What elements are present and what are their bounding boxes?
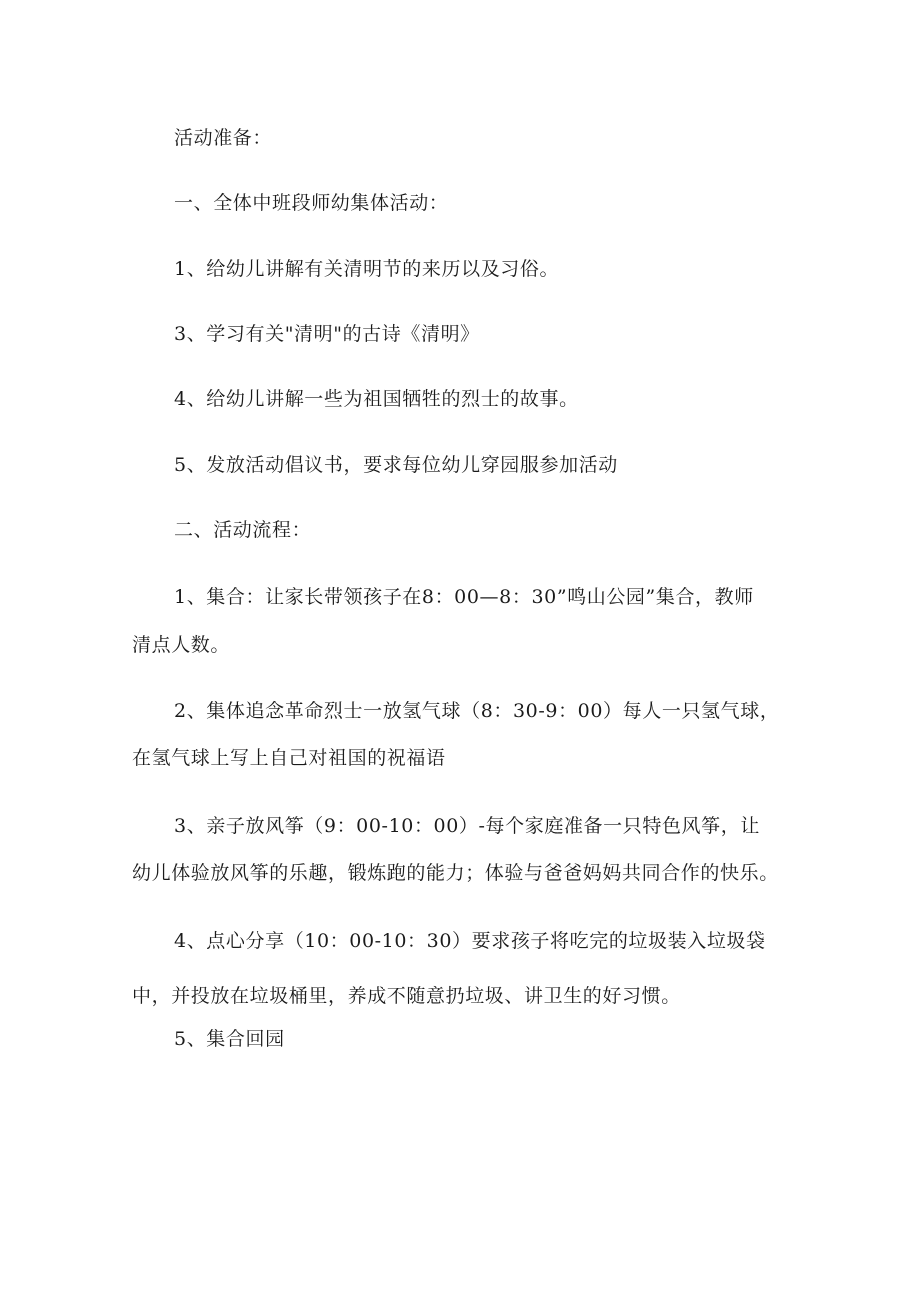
- prep-item-3: 3、学习有关"清明"的古诗《清明》: [174, 323, 480, 345]
- process-item-1-line-2: 清点人数。: [132, 634, 231, 656]
- subsection-heading-group-activity: 一、全体中班段师幼集体活动：: [174, 192, 449, 214]
- process-item-1-line-1: 1、集合：让家长带领孩子在8：00—8：30”鸣山公园”集合，教师: [174, 586, 754, 608]
- section-heading-process: 二、活动流程：: [174, 519, 312, 541]
- process-item-3-line-2: 幼儿体验放风筝的乐趣，锻炼跑的能力；体验与爸爸妈妈共同合作的快乐。: [132, 862, 779, 884]
- prep-item-1: 1、给幼儿讲解有关清明节的来历以及习俗。: [174, 258, 560, 280]
- process-item-2-line-2: 在氢气球上写上自己对祖国的祝福语: [132, 747, 446, 769]
- process-item-3-line-1: 3、亲子放风筝（9：00-10：00）-每个家庭准备一只特色风筝，让: [174, 815, 760, 837]
- prep-item-5: 5、发放活动倡议书，要求每位幼儿穿园服参加活动: [174, 454, 618, 476]
- process-item-2-line-1: 2、集体追念革命烈士一放氢气球（8：30-9：00）每人一只氢气球，: [174, 700, 780, 722]
- process-item-4-line-2: 中，并投放在垃圾桶里，养成不随意扔垃圾、讲卫生的好习惯。: [132, 985, 681, 1007]
- prep-item-4: 4、给幼儿讲解一些为祖国牺牲的烈士的故事。: [174, 388, 579, 410]
- section-heading-preparation: 活动准备：: [174, 127, 273, 149]
- process-item-4-line-1: 4、点心分享（10：00-10：30）要求孩子将吃完的垃圾装入垃圾袋: [174, 930, 766, 952]
- process-item-5: 5、集合回园: [174, 1028, 285, 1050]
